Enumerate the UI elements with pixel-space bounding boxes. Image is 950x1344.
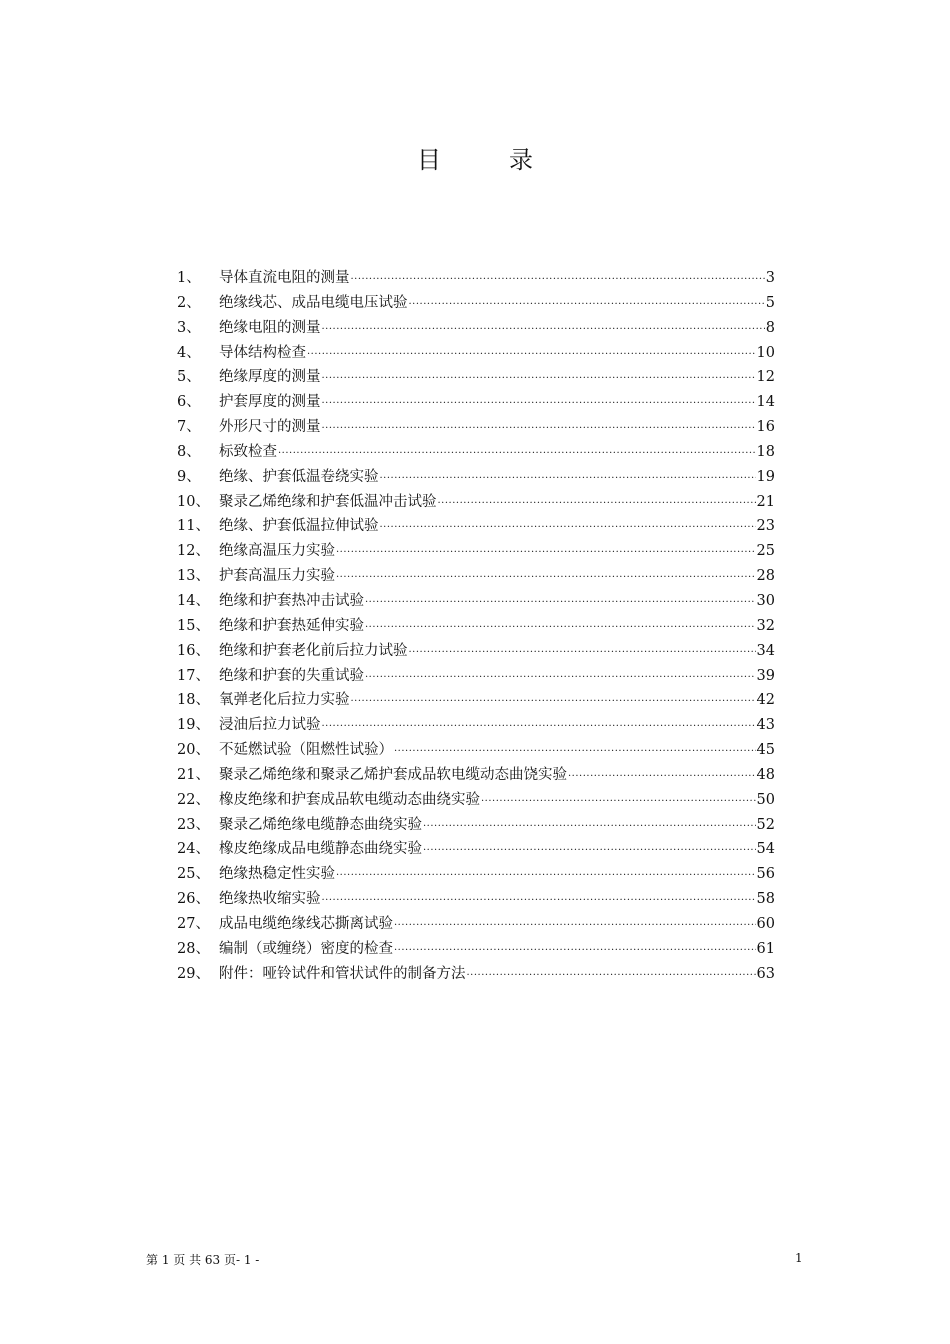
toc-entry[interactable] bbox=[177, 390, 775, 415]
toc-entry-title: 聚录乙烯绝缘电缆静态曲绕实验 bbox=[219, 816, 422, 833]
toc-dot-leader bbox=[351, 268, 765, 293]
toc-entry-title: 绝缘热收缩实验 bbox=[219, 891, 321, 908]
toc-entry-title: 绝缘厚度的测量 bbox=[219, 369, 321, 386]
toc-dot-leader bbox=[322, 318, 765, 343]
toc-entry-page: 48 bbox=[756, 766, 775, 783]
toc-entry-title: 绝缘电阻的测量 bbox=[219, 319, 321, 336]
toc-entry-number: 18、 bbox=[177, 692, 210, 709]
toc-entry-page: 39 bbox=[756, 667, 775, 684]
toc-entry-page: 45 bbox=[756, 742, 775, 759]
toc-entry[interactable] bbox=[177, 539, 775, 564]
toc-entry-title: 橡皮绝缘成品电缆静态曲绕实验 bbox=[219, 841, 422, 858]
toc-entry-number: 14、 bbox=[177, 592, 210, 609]
toc-entry[interactable] bbox=[177, 962, 775, 987]
toc-entry[interactable] bbox=[177, 564, 775, 589]
toc-entry[interactable] bbox=[177, 887, 775, 912]
toc-dot-leader bbox=[394, 914, 756, 939]
toc-dot-leader bbox=[278, 442, 756, 467]
toc-dot-leader bbox=[380, 467, 756, 492]
toc-entry-number: 12、 bbox=[177, 543, 210, 560]
toc-entry[interactable] bbox=[177, 465, 775, 490]
toc-entry-title: 橡皮绝缘和护套成品软电缆动态曲绕实验 bbox=[219, 791, 480, 808]
toc-entry-page: 61 bbox=[756, 940, 775, 957]
toc-entry-page: 8 bbox=[765, 319, 775, 336]
toc-dot-leader bbox=[322, 715, 756, 740]
toc-entry-page: 42 bbox=[756, 692, 775, 709]
title-char-2: 录 bbox=[509, 146, 533, 174]
table-of-contents bbox=[177, 266, 775, 986]
toc-entry-page: 14 bbox=[756, 394, 775, 411]
toc-entry-title: 附件：哑铃试件和管状试件的制备方法 bbox=[219, 965, 466, 982]
toc-entry[interactable] bbox=[177, 341, 775, 366]
toc-entry-page: 3 bbox=[765, 270, 775, 286]
title-char-1: 目 bbox=[417, 146, 441, 174]
toc-entry[interactable] bbox=[177, 316, 775, 341]
toc-entry[interactable] bbox=[177, 365, 775, 390]
toc-dot-leader bbox=[307, 343, 756, 368]
toc-dot-leader bbox=[409, 641, 756, 666]
toc-dot-leader bbox=[336, 541, 756, 566]
toc-entry-number: 2、 bbox=[177, 294, 201, 311]
toc-dot-leader bbox=[336, 566, 756, 591]
toc-entry-title: 导体直流电阻的测量 bbox=[219, 270, 350, 286]
toc-entry-page: 60 bbox=[756, 915, 775, 932]
toc-entry-number: 5、 bbox=[177, 369, 201, 386]
toc-entry-number: 3、 bbox=[177, 319, 201, 336]
footer-page-info: 第 1 页 共 63 页- 1 - bbox=[146, 1253, 260, 1267]
toc-entry-number: 1、 bbox=[177, 270, 201, 286]
toc-dot-leader bbox=[322, 889, 756, 914]
toc-entry-number: 23、 bbox=[177, 816, 210, 833]
toc-entry-title: 绝缘热稳定性实验 bbox=[219, 866, 335, 883]
toc-entry-title: 绝缘和护套的失重试验 bbox=[219, 667, 364, 684]
toc-dot-leader bbox=[423, 839, 756, 864]
toc-dot-leader bbox=[394, 939, 756, 964]
toc-entry-title: 氧弹老化后拉力实验 bbox=[219, 692, 350, 709]
toc-entry[interactable] bbox=[177, 589, 775, 614]
toc-entry-page: 56 bbox=[756, 866, 775, 883]
toc-entry[interactable] bbox=[177, 490, 775, 515]
toc-entry-title: 导体结构检查 bbox=[219, 344, 306, 361]
toc-dot-leader bbox=[365, 616, 756, 641]
toc-dot-leader bbox=[438, 492, 756, 517]
toc-entry[interactable] bbox=[177, 514, 775, 539]
toc-entry-number: 4、 bbox=[177, 344, 201, 361]
toc-entry-page: 5 bbox=[765, 294, 775, 311]
toc-entry-title: 护套高温压力实验 bbox=[219, 568, 335, 585]
toc-entry[interactable] bbox=[177, 837, 775, 862]
toc-entry-title: 绝缘、护套低温卷绕实验 bbox=[219, 468, 379, 485]
toc-dot-leader bbox=[380, 516, 756, 541]
toc-entry-title: 绝缘和护套热延伸实验 bbox=[219, 617, 364, 634]
toc-entry[interactable] bbox=[177, 614, 775, 639]
toc-dot-leader bbox=[336, 864, 756, 889]
toc-entry-page: 43 bbox=[756, 717, 775, 734]
toc-entry-title: 不延燃试验（阻燃性试验） bbox=[219, 742, 393, 759]
toc-dot-leader bbox=[365, 666, 756, 691]
toc-entry-title: 标致检查 bbox=[219, 443, 277, 460]
toc-entry-title: 绝缘、护套低温拉伸试验 bbox=[219, 518, 379, 535]
toc-entry-number: 15、 bbox=[177, 617, 210, 634]
toc-entry[interactable] bbox=[177, 862, 775, 887]
toc-entry-page: 32 bbox=[756, 617, 775, 634]
toc-entry-number: 11、 bbox=[177, 518, 210, 535]
toc-entry-page: 21 bbox=[756, 493, 775, 510]
toc-entry-title: 绝缘和护套热冲击试验 bbox=[219, 592, 364, 609]
toc-entry-number: 26、 bbox=[177, 891, 210, 908]
toc-entry-number: 6、 bbox=[177, 394, 201, 411]
toc-entry-title: 聚录乙烯绝缘和护套低温冲击试验 bbox=[219, 493, 437, 510]
toc-entry-number: 24、 bbox=[177, 841, 210, 858]
toc-entry-page: 18 bbox=[756, 443, 775, 460]
footer-page-number: 1 bbox=[795, 1251, 803, 1265]
toc-entry[interactable] bbox=[177, 266, 775, 291]
toc-entry-number: 27、 bbox=[177, 915, 210, 932]
toc-dot-leader bbox=[394, 740, 756, 765]
toc-entry-title: 聚录乙烯绝缘和聚录乙烯护套成品软电缆动态曲饶实验 bbox=[219, 766, 567, 783]
toc-dot-leader bbox=[568, 765, 756, 790]
toc-dot-leader bbox=[409, 293, 765, 318]
toc-dot-leader bbox=[365, 591, 756, 616]
toc-entry-page: 10 bbox=[756, 344, 775, 361]
toc-entry[interactable] bbox=[177, 912, 775, 937]
toc-entry-number: 9、 bbox=[177, 468, 201, 485]
toc-entry-number: 17、 bbox=[177, 667, 210, 684]
toc-dot-leader bbox=[351, 690, 756, 715]
toc-entry-page: 34 bbox=[756, 642, 775, 659]
toc-entry-page: 54 bbox=[756, 841, 775, 858]
toc-entry-title: 成品电缆绝缘线芯撕离试验 bbox=[219, 915, 393, 932]
toc-entry[interactable] bbox=[177, 937, 775, 962]
toc-entry-number: 7、 bbox=[177, 419, 201, 436]
toc-entry-number: 8、 bbox=[177, 443, 201, 460]
toc-entry[interactable] bbox=[177, 440, 775, 465]
toc-entry[interactable] bbox=[177, 788, 775, 813]
toc-entry-title: 绝缘高温压力实验 bbox=[219, 543, 335, 560]
toc-entry-number: 10、 bbox=[177, 493, 210, 510]
toc-entry-page: 25 bbox=[756, 543, 775, 560]
toc-entry-number: 21、 bbox=[177, 766, 210, 783]
toc-entry-number: 28、 bbox=[177, 940, 210, 957]
toc-entry-page: 19 bbox=[756, 468, 775, 485]
toc-dot-leader bbox=[322, 367, 756, 392]
toc-entry-number: 19、 bbox=[177, 717, 210, 734]
toc-entry-number: 29、 bbox=[177, 965, 210, 982]
toc-entry-title: 护套厚度的测量 bbox=[219, 394, 321, 411]
toc-entry[interactable] bbox=[177, 763, 775, 788]
toc-entry[interactable] bbox=[177, 415, 775, 440]
toc-entry[interactable] bbox=[177, 664, 775, 689]
toc-entry-page: 28 bbox=[756, 568, 775, 585]
toc-entry-page: 58 bbox=[756, 891, 775, 908]
toc-entry-number: 16、 bbox=[177, 642, 210, 659]
toc-entry-page: 50 bbox=[756, 791, 775, 808]
toc-entry-number: 22、 bbox=[177, 791, 210, 808]
toc-entry-title: 浸油后拉力试验 bbox=[219, 717, 321, 734]
toc-entry[interactable] bbox=[177, 291, 775, 316]
toc-entry[interactable] bbox=[177, 813, 775, 838]
toc-dot-leader bbox=[423, 815, 756, 840]
toc-entry[interactable] bbox=[177, 713, 775, 738]
toc-entry-title: 绝缘线芯、成品电缆电压试验 bbox=[219, 294, 408, 311]
toc-entry-page: 30 bbox=[756, 592, 775, 609]
page-title bbox=[0, 140, 950, 175]
toc-entry[interactable] bbox=[177, 639, 775, 664]
toc-entry[interactable] bbox=[177, 738, 775, 763]
toc-dot-leader bbox=[322, 392, 756, 417]
toc-entry[interactable] bbox=[177, 688, 775, 713]
toc-entry-number: 13、 bbox=[177, 568, 210, 585]
toc-entry-number: 25、 bbox=[177, 866, 210, 883]
toc-entry-title: 绝缘和护套老化前后拉力试验 bbox=[219, 642, 408, 659]
toc-entry-page: 23 bbox=[756, 518, 775, 535]
toc-dot-leader bbox=[481, 790, 756, 815]
toc-entry-page: 16 bbox=[756, 419, 775, 436]
toc-dot-leader bbox=[467, 964, 756, 989]
toc-entry-number: 20、 bbox=[177, 742, 210, 759]
toc-entry-title: 外形尺寸的测量 bbox=[219, 419, 321, 436]
toc-entry-page: 52 bbox=[756, 816, 775, 833]
toc-dot-leader bbox=[322, 417, 756, 442]
toc-entry-page: 12 bbox=[756, 369, 775, 386]
toc-entry-title: 编制（或缠绕）密度的检查 bbox=[219, 940, 393, 957]
toc-entry-page: 63 bbox=[756, 965, 775, 982]
